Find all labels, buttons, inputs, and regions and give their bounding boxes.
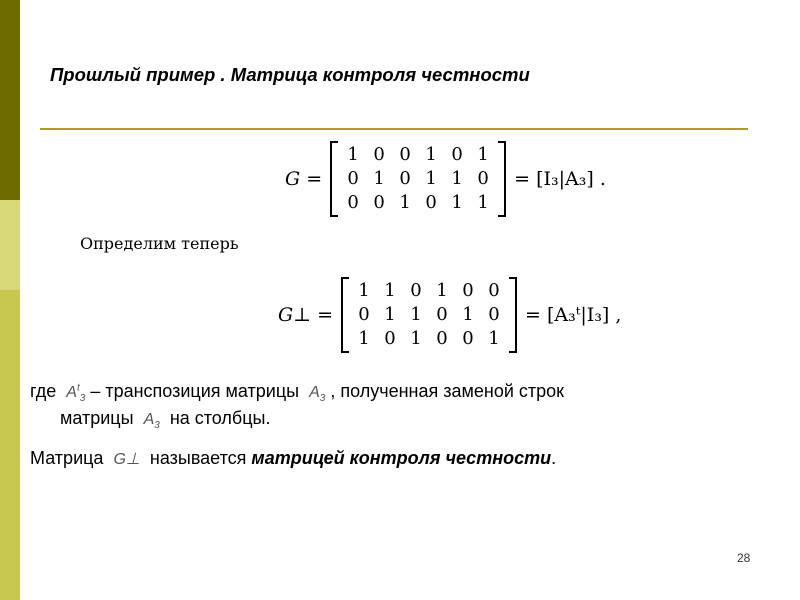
- explanation-line-2: [60, 408, 270, 431]
- matrix-cell: 0: [488, 280, 500, 301]
- explanation-line-3: [30, 448, 556, 469]
- matrix-g: [330, 141, 506, 217]
- matrix-cell: 1: [410, 304, 422, 325]
- matrix-cell: 0: [436, 328, 448, 349]
- matrix-cell: 1: [384, 280, 396, 301]
- matrix-cell: 0: [451, 144, 463, 165]
- text-fragment: Матрица: [30, 448, 104, 468]
- matrix-cell: 0: [373, 144, 385, 165]
- matrix-cell: 0: [410, 280, 422, 301]
- matrix-cell: 1: [399, 192, 411, 213]
- matrix-cell: 0: [488, 304, 500, 325]
- variable-a3: $A_3$: [143, 411, 160, 432]
- matrix-cell: 0: [436, 304, 448, 325]
- explanation-line-1: [30, 381, 564, 404]
- text-fragment: на столбцы.: [169, 408, 271, 428]
- matrix-cell: 0: [399, 168, 411, 189]
- matrix-cell: 0: [384, 328, 396, 349]
- variable-a3-transposed: $A^t_3$: [66, 382, 86, 405]
- sidebar-stripe-light: [0, 200, 20, 600]
- matrix-cell: 0: [373, 192, 385, 213]
- matrix-cell: 0: [462, 328, 474, 349]
- define-text: Определим теперь: [80, 234, 239, 253]
- matrix-cell: 0: [425, 192, 437, 213]
- matrix-cell: 1: [425, 144, 437, 165]
- text-fragment: называется: [149, 448, 247, 468]
- matrix-cell: 1: [358, 328, 370, 349]
- matrix-cell: 1: [347, 144, 359, 165]
- text-fragment: где: [30, 381, 57, 401]
- matrix-cell: 1: [425, 168, 437, 189]
- matrix-cell: 0: [347, 192, 359, 213]
- matrix-cell: 1: [477, 192, 489, 213]
- matrix-cell: 1: [358, 280, 370, 301]
- matrix-cell: 0: [477, 168, 489, 189]
- variable-a3: $A_3$: [309, 384, 326, 405]
- variable-g-perp: G⊥: [113, 451, 140, 468]
- matrix-cell: 1: [462, 304, 474, 325]
- matrix-cell: 0: [462, 280, 474, 301]
- matrix-cell: 1: [410, 328, 422, 349]
- equation-lhs: G⊥ =: [278, 304, 334, 326]
- title-divider: [40, 128, 748, 130]
- term-parity-check-matrix: матрицей контроля честности: [251, 448, 552, 468]
- sidebar-stripe-dark: [0, 0, 20, 200]
- matrix-cell: 0: [399, 144, 411, 165]
- matrix-cell: 1: [451, 192, 463, 213]
- text-fragment: , полученная заменой строк: [330, 381, 565, 401]
- matrix-g-perp: [341, 277, 517, 353]
- page-number: 28: [737, 551, 751, 565]
- matrix-cell: 0: [358, 304, 370, 325]
- equation-parity-check-matrix: [278, 276, 621, 354]
- equation-rhs: = [A₃ᵗ|I₃] ,: [525, 304, 622, 326]
- equation-lhs: G =: [285, 168, 323, 190]
- equation-rhs: = [I₃|A₃] .: [514, 168, 606, 190]
- text-fragment: матрицы: [60, 408, 134, 428]
- equation-generator-matrix: [285, 140, 606, 218]
- matrix-cell: 1: [488, 328, 500, 349]
- slide-title: Прошлый пример . Матрица контроля честности: [50, 64, 530, 85]
- text-fragment: – транспозиция матрицы: [90, 381, 300, 401]
- matrix-cell: 0: [347, 168, 359, 189]
- matrix-cell: 1: [373, 168, 385, 189]
- matrix-cell: 1: [477, 144, 489, 165]
- matrix-cell: 1: [451, 168, 463, 189]
- matrix-cell: 1: [436, 280, 448, 301]
- text-fragment: .: [551, 448, 557, 468]
- matrix-cell: 1: [384, 304, 396, 325]
